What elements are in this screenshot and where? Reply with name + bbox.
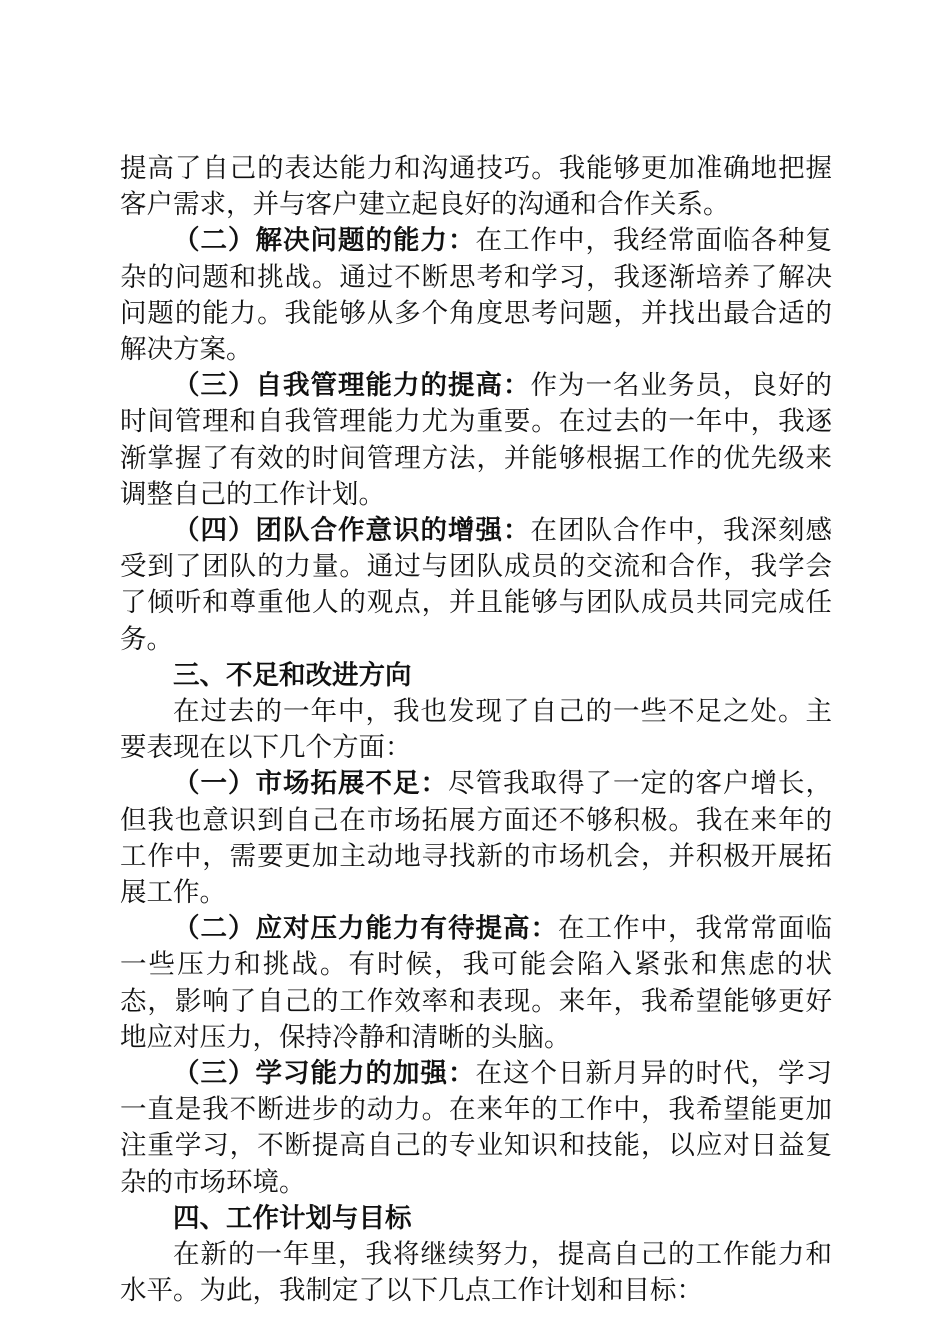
paragraph-problem-solving: [120, 223, 832, 368]
paragraph-self-management: [120, 368, 832, 513]
paragraph-market-expansion: [120, 766, 832, 911]
paragraph-lead: （二）应对压力能力有待提高：: [173, 913, 558, 945]
document-body: [120, 151, 832, 1310]
section-heading-plan: 四、工作计划与目标: [173, 1202, 412, 1234]
paragraph-text: 在工作中，我经常面临各种复杂的问题和挑战。通过不断思考和学习，我逐渐培养了解决问题的能力。我能够从多个角度思考问题，并找出最合适的解决方案。: [120, 225, 832, 366]
paragraph-shortcomings-intro: 在过去的一年中，我也发现了自己的一些不足之处。主要表现在以下几个方面：: [120, 696, 832, 764]
paragraph-text: 尽管我取得了一定的客户增长，但我也意识到自己在市场拓展方面还不够积极。我在来年的工作中，需要更加主动地寻找新的市场机会，并积极开展拓展工作。: [120, 768, 832, 909]
section-heading-shortcomings: 三、不足和改进方向: [173, 659, 412, 691]
paragraph-text: 在工作中，我常常面临一些压力和挑战。有时候，我可能会陷入紧张和焦虑的状态，影响了自己的工作效率和表现。来年，我希望能够更好地应对压力，保持冷静和清晰的头脑。: [120, 913, 832, 1053]
paragraph-plan-intro: 在新的一年里，我将继续努力，提高自己的工作能力和水平。为此，我制定了以下几点工作计划和目标：: [120, 1239, 832, 1307]
paragraph-text: 在团队合作中，我深刻感受到了团队的力量。通过与团队成员的交流和合作，我学会了倾听和尊重他人的观点，并且能够与团队成员共同完成任务。: [120, 515, 832, 655]
paragraph-text: 在这个日新月异的时代，学习一直是我不断进步的动力。在来年的工作中，我希望能更加注重学习，不断提高自己的专业知识和技能，以应对日益复杂的市场环境。: [120, 1058, 832, 1198]
paragraph-pressure-handling: [120, 911, 832, 1056]
paragraph-lead: （四）团队合作意识的增强：: [173, 515, 531, 547]
paragraph-lead: （三）自我管理能力的提高：: [173, 370, 531, 402]
paragraph-text: 作为一名业务员，良好的时间管理和自我管理能力尤为重要。在过去的一年中，我逐渐掌握了有效的时间管理方法，并能够根据工作的优先级来调整自己的工作计划。: [120, 370, 832, 510]
paragraph-communication-continued: 提高了自己的表达能力和沟通技巧。我能够更加准确地把握客户需求，并与客户建立起良好的沟通和合作关系。: [120, 153, 832, 221]
paragraph-teamwork: [120, 513, 832, 658]
paragraph-learning: [120, 1056, 832, 1201]
paragraph-lead: （三）学习能力的加强：: [173, 1058, 476, 1090]
paragraph-lead: （一）市场拓展不足：: [173, 768, 448, 800]
paragraph-lead: （二）解决问题的能力：: [173, 225, 476, 257]
